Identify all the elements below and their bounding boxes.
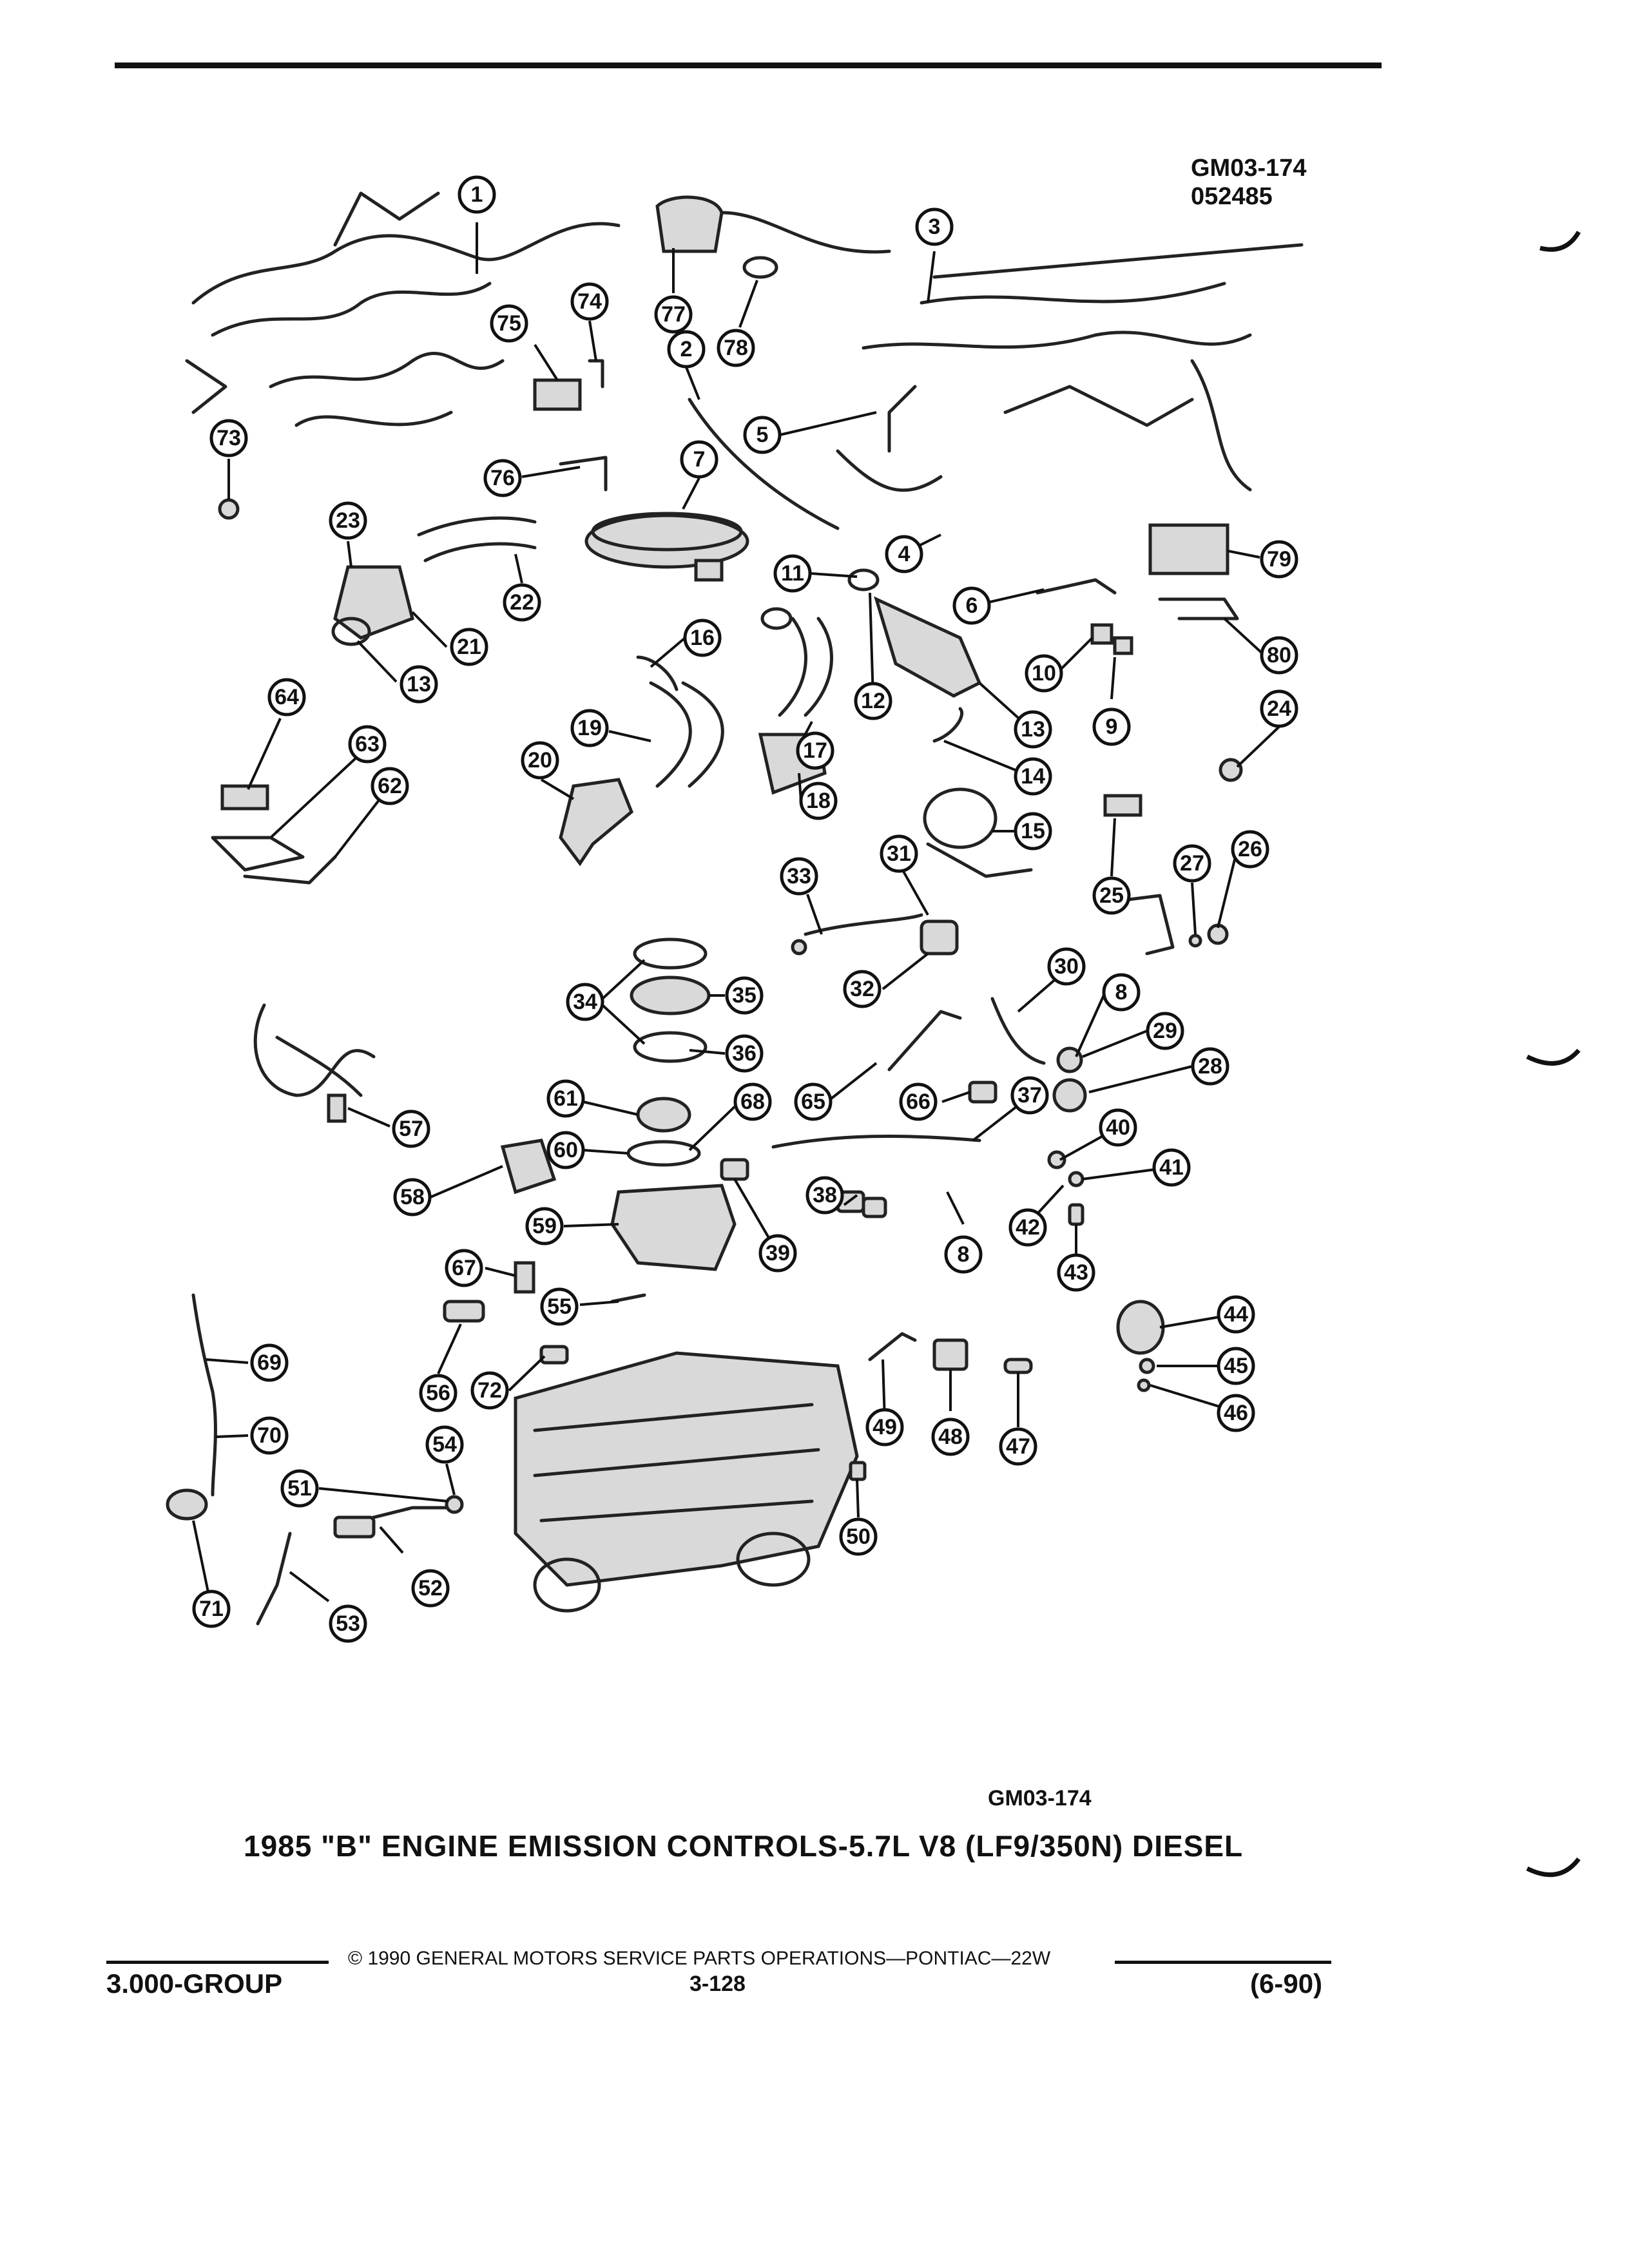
callout-44 bbox=[1219, 1297, 1253, 1332]
svg-text:25: 25 bbox=[1099, 883, 1124, 908]
callout-26 bbox=[1233, 832, 1268, 867]
svg-text:54: 54 bbox=[432, 1432, 457, 1457]
callout-13a bbox=[1016, 712, 1050, 747]
svg-text:18: 18 bbox=[806, 789, 831, 813]
callout-21 bbox=[452, 629, 487, 664]
svg-text:65: 65 bbox=[801, 1090, 825, 1114]
svg-text:5: 5 bbox=[756, 423, 769, 447]
svg-text:34: 34 bbox=[573, 990, 597, 1014]
callout-42 bbox=[1010, 1210, 1045, 1245]
svg-text:11: 11 bbox=[781, 561, 804, 586]
svg-text:43: 43 bbox=[1064, 1260, 1088, 1285]
callout-23 bbox=[331, 503, 365, 538]
svg-text:12: 12 bbox=[861, 689, 885, 713]
svg-text:13: 13 bbox=[1021, 717, 1045, 742]
svg-text:41: 41 bbox=[1159, 1155, 1184, 1180]
callout-72 bbox=[472, 1373, 507, 1408]
svg-text:77: 77 bbox=[661, 302, 686, 327]
svg-text:42: 42 bbox=[1016, 1215, 1040, 1240]
svg-text:73: 73 bbox=[217, 426, 241, 450]
callout-18 bbox=[801, 783, 836, 818]
svg-text:49: 49 bbox=[872, 1415, 897, 1439]
callout-1 bbox=[459, 177, 494, 212]
callout-65 bbox=[796, 1084, 831, 1119]
svg-text:16: 16 bbox=[690, 626, 715, 650]
callout-50 bbox=[841, 1519, 876, 1554]
svg-text:33: 33 bbox=[787, 864, 811, 889]
callout-47 bbox=[1001, 1429, 1036, 1464]
svg-text:36: 36 bbox=[732, 1041, 757, 1066]
callout-74 bbox=[572, 284, 607, 319]
callout-14 bbox=[1016, 759, 1050, 794]
svg-text:35: 35 bbox=[732, 983, 757, 1008]
callout-76 bbox=[485, 461, 520, 495]
svg-text:39: 39 bbox=[766, 1241, 790, 1265]
svg-text:15: 15 bbox=[1021, 819, 1045, 843]
svg-text:74: 74 bbox=[577, 289, 602, 314]
callout-57 bbox=[394, 1111, 429, 1146]
svg-text:62: 62 bbox=[378, 774, 402, 798]
svg-text:53: 53 bbox=[336, 1611, 360, 1636]
svg-text:47: 47 bbox=[1006, 1434, 1030, 1459]
ref-code: GM03-174 bbox=[1191, 155, 1307, 182]
svg-text:19: 19 bbox=[577, 716, 602, 740]
svg-text:69: 69 bbox=[257, 1350, 282, 1375]
callout-55 bbox=[542, 1289, 577, 1324]
svg-text:59: 59 bbox=[532, 1214, 557, 1238]
svg-text:26: 26 bbox=[1238, 837, 1262, 861]
callout-46 bbox=[1219, 1396, 1253, 1430]
svg-text:30: 30 bbox=[1054, 954, 1079, 979]
footer-rule-right bbox=[1115, 1961, 1331, 1964]
svg-text:80: 80 bbox=[1267, 643, 1291, 668]
callout-2 bbox=[669, 332, 704, 367]
svg-text:48: 48 bbox=[938, 1425, 963, 1449]
svg-text:40: 40 bbox=[1106, 1115, 1130, 1140]
svg-text:67: 67 bbox=[452, 1256, 476, 1280]
svg-text:13: 13 bbox=[407, 672, 431, 697]
callout-54 bbox=[427, 1427, 462, 1462]
svg-text:14: 14 bbox=[1021, 764, 1045, 789]
svg-text:8: 8 bbox=[1115, 980, 1128, 1004]
date-code: 052485 bbox=[1191, 183, 1273, 210]
callout-66 bbox=[901, 1084, 936, 1119]
svg-text:61: 61 bbox=[554, 1086, 578, 1111]
svg-text:27: 27 bbox=[1180, 851, 1204, 876]
callout-79 bbox=[1262, 542, 1296, 577]
svg-text:1: 1 bbox=[470, 182, 483, 207]
callout-7 bbox=[682, 442, 717, 477]
callout-51 bbox=[282, 1471, 317, 1506]
svg-text:50: 50 bbox=[846, 1524, 871, 1549]
callout-5 bbox=[745, 418, 780, 452]
callout-38 bbox=[807, 1178, 842, 1213]
svg-text:10: 10 bbox=[1032, 661, 1056, 686]
callout-60 bbox=[548, 1133, 583, 1168]
svg-text:52: 52 bbox=[418, 1576, 443, 1600]
callout-19 bbox=[572, 711, 607, 745]
callout-20 bbox=[523, 743, 557, 778]
callout-69 bbox=[252, 1345, 287, 1380]
svg-text:64: 64 bbox=[275, 685, 299, 709]
svg-text:22: 22 bbox=[510, 590, 534, 615]
svg-text:76: 76 bbox=[490, 466, 515, 490]
svg-text:21: 21 bbox=[457, 635, 481, 659]
svg-text:63: 63 bbox=[355, 732, 380, 756]
callout-9 bbox=[1094, 709, 1129, 744]
callout-40 bbox=[1101, 1110, 1135, 1145]
copyright-line: © 1990 GENERAL MOTORS SERVICE PARTS OPERATIONS—PONTIAC—22W bbox=[348, 1948, 1051, 1969]
svg-text:32: 32 bbox=[850, 977, 874, 1001]
callout-36 bbox=[727, 1036, 762, 1071]
callout-27 bbox=[1175, 846, 1210, 881]
callout-33 bbox=[782, 859, 816, 894]
callout-8b bbox=[946, 1237, 981, 1272]
svg-text:4: 4 bbox=[898, 542, 911, 566]
svg-text:55: 55 bbox=[547, 1294, 572, 1319]
svg-text:56: 56 bbox=[426, 1381, 450, 1405]
svg-text:57: 57 bbox=[399, 1117, 423, 1141]
svg-text:38: 38 bbox=[813, 1183, 837, 1207]
callout-70 bbox=[252, 1418, 287, 1453]
callout-17 bbox=[798, 733, 833, 768]
svg-text:3: 3 bbox=[928, 215, 941, 239]
callout-29 bbox=[1148, 1014, 1182, 1048]
svg-text:66: 66 bbox=[906, 1090, 930, 1114]
callout-31 bbox=[882, 836, 916, 871]
callout-64 bbox=[269, 680, 304, 715]
svg-text:75: 75 bbox=[497, 311, 521, 336]
callout-30 bbox=[1049, 949, 1084, 984]
callout-68 bbox=[735, 1084, 770, 1119]
callout-48 bbox=[933, 1419, 968, 1454]
callout-12 bbox=[856, 684, 891, 718]
callout-16 bbox=[685, 620, 720, 655]
svg-text:44: 44 bbox=[1224, 1302, 1248, 1327]
callout-45 bbox=[1219, 1349, 1253, 1383]
svg-text:24: 24 bbox=[1267, 697, 1291, 721]
callout-22 bbox=[505, 585, 539, 620]
callout-13b bbox=[401, 667, 436, 702]
part-illustrations bbox=[168, 193, 1302, 1624]
page-number: 3-128 bbox=[689, 1972, 746, 1996]
callout-37 bbox=[1012, 1078, 1047, 1113]
callout-52 bbox=[413, 1571, 448, 1606]
callout-10 bbox=[1027, 656, 1061, 691]
svg-text:51: 51 bbox=[287, 1476, 312, 1501]
svg-text:20: 20 bbox=[528, 748, 552, 773]
callout-75 bbox=[492, 306, 526, 341]
callout-59 bbox=[527, 1209, 562, 1244]
callout-53 bbox=[331, 1606, 365, 1641]
callout-63 bbox=[350, 727, 385, 762]
svg-text:31: 31 bbox=[887, 841, 911, 866]
callout-67 bbox=[447, 1251, 481, 1285]
svg-text:70: 70 bbox=[257, 1423, 282, 1448]
callout-61 bbox=[548, 1081, 583, 1116]
svg-text:6: 6 bbox=[965, 593, 978, 618]
callout-62 bbox=[372, 769, 407, 803]
svg-text:78: 78 bbox=[724, 336, 748, 360]
svg-text:45: 45 bbox=[1224, 1354, 1248, 1378]
svg-text:17: 17 bbox=[803, 738, 827, 763]
callout-4 bbox=[887, 537, 921, 572]
callout-32 bbox=[845, 972, 880, 1006]
callout-80 bbox=[1262, 638, 1296, 673]
callout-39 bbox=[760, 1236, 795, 1271]
svg-text:2: 2 bbox=[680, 337, 693, 361]
callout-78 bbox=[718, 331, 753, 365]
svg-text:68: 68 bbox=[740, 1090, 765, 1114]
svg-text:28: 28 bbox=[1198, 1054, 1222, 1079]
svg-text:71: 71 bbox=[199, 1597, 224, 1621]
callout-34 bbox=[568, 985, 602, 1019]
callout-41 bbox=[1154, 1150, 1189, 1185]
footer-rule-left bbox=[106, 1961, 329, 1964]
callout-35 bbox=[727, 978, 762, 1013]
svg-text:72: 72 bbox=[477, 1378, 502, 1403]
callout-71 bbox=[194, 1591, 229, 1626]
callout-6 bbox=[954, 588, 989, 623]
callout-43 bbox=[1059, 1255, 1094, 1290]
callout-25 bbox=[1094, 878, 1129, 913]
svg-text:29: 29 bbox=[1153, 1019, 1177, 1043]
svg-text:23: 23 bbox=[336, 508, 360, 533]
revision-label: (6-90) bbox=[1250, 1968, 1323, 1999]
callout-28 bbox=[1193, 1049, 1228, 1084]
callout-24 bbox=[1262, 691, 1296, 726]
svg-text:58: 58 bbox=[400, 1185, 425, 1209]
svg-text:60: 60 bbox=[554, 1138, 578, 1162]
svg-text:8: 8 bbox=[957, 1242, 970, 1267]
svg-text:79: 79 bbox=[1267, 547, 1291, 572]
callout-73 bbox=[211, 421, 246, 456]
svg-text:9: 9 bbox=[1105, 715, 1118, 739]
callout-8a bbox=[1104, 975, 1139, 1010]
callout-3 bbox=[917, 209, 952, 244]
figure-code: GM03-174 bbox=[988, 1786, 1092, 1811]
callout-11 bbox=[775, 556, 810, 591]
callout-77 bbox=[656, 297, 691, 332]
svg-text:37: 37 bbox=[1017, 1083, 1042, 1108]
figure-title: 1985 "B" ENGINE EMISSION CONTROLS-5.7L V8 (LF9/350N) DIESEL bbox=[244, 1829, 1244, 1863]
group-label: 3.000-GROUP bbox=[106, 1968, 283, 1999]
callout-49 bbox=[867, 1410, 902, 1445]
callout-56 bbox=[421, 1376, 456, 1410]
callout-58 bbox=[395, 1180, 430, 1215]
callout-15 bbox=[1016, 814, 1050, 849]
svg-text:7: 7 bbox=[693, 447, 706, 472]
svg-text:46: 46 bbox=[1224, 1401, 1248, 1425]
